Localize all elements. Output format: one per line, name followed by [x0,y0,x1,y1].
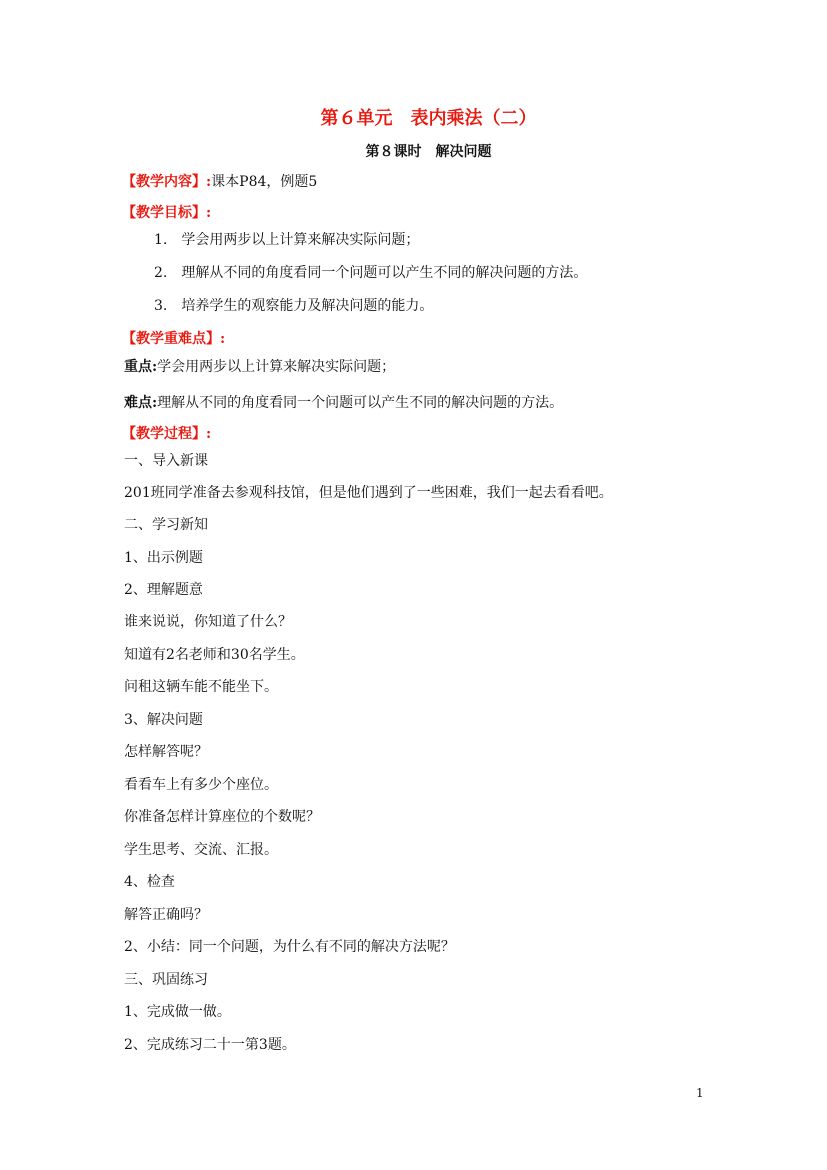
process-line: 三、巩固练习 [124,972,208,988]
process-line: 2、理解题意 [124,582,203,598]
goal-item-1: 1. 学会用两步以上计算来解决实际问题； [154,232,420,248]
difficult-point-label: 难点: [124,395,158,411]
page-title: 第６单元 表内乘法（二） [320,108,537,129]
process-line: 1、出示例题 [124,550,203,566]
process-line: 你准备怎样计算座位的个数呢？ [124,809,320,825]
process-line: 二、学习新知 [124,517,208,533]
difficult-point-row [124,394,563,412]
goal-item-3: 3. 培养学生的观察能力及解决问题的能力。 [154,298,434,314]
difficult-point-text: 理解从不同的角度看同一个问题可以产生不同的解决问题的方法。 [157,395,564,411]
key-difficult-label: 【教学重难点】: [122,331,226,347]
teaching-content-text: 课本P84，例题5 [211,174,318,190]
process-line: 问租这辆车能不能坐下。 [124,679,278,695]
process-line: 201班同学准备去参观科技馆，但是他们遇到了一些困难，我们一起去看看吧。 [124,485,613,501]
process-line: 1、完成做一做。 [124,1004,231,1020]
process-line: 2、小结：同一个问题，为什么有不同的解决方法呢？ [124,939,455,955]
key-point-label: 重点: [124,359,158,375]
key-point-text: 学会用两步以上计算来解决实际问题； [157,359,396,375]
key-point-row [124,358,395,376]
teaching-content-row [122,173,317,191]
process-line: 知道有2名老师和30名学生。 [124,647,305,663]
process-line: 学生思考、交流、汇报。 [124,842,278,858]
process-line: 一、导入新课 [124,453,208,469]
teaching-process-label: 【教学过程】: [122,426,212,442]
process-line: 怎样解答呢？ [124,744,208,760]
lesson-subtitle: 第８课时 解决问题 [365,144,492,160]
process-line: 2、完成练习二十一第3题。 [124,1037,296,1053]
teaching-content-label: 【教学内容】: [122,174,212,190]
process-line: 解答正确吗？ [124,907,208,923]
process-line: 谁来说说，你知道了什么？ [124,614,292,630]
goal-item-2: 2. 理解从不同的角度看同一个问题可以产生不同的解决问题的方法。 [154,265,588,281]
page-number: 1 [696,1086,704,1100]
process-line: 3、解决问题 [124,712,203,728]
process-line: 看看车上有多少个座位。 [124,777,278,793]
process-line: 4、检查 [124,874,175,890]
teaching-goals-label: 【教学目标】: [122,205,212,221]
